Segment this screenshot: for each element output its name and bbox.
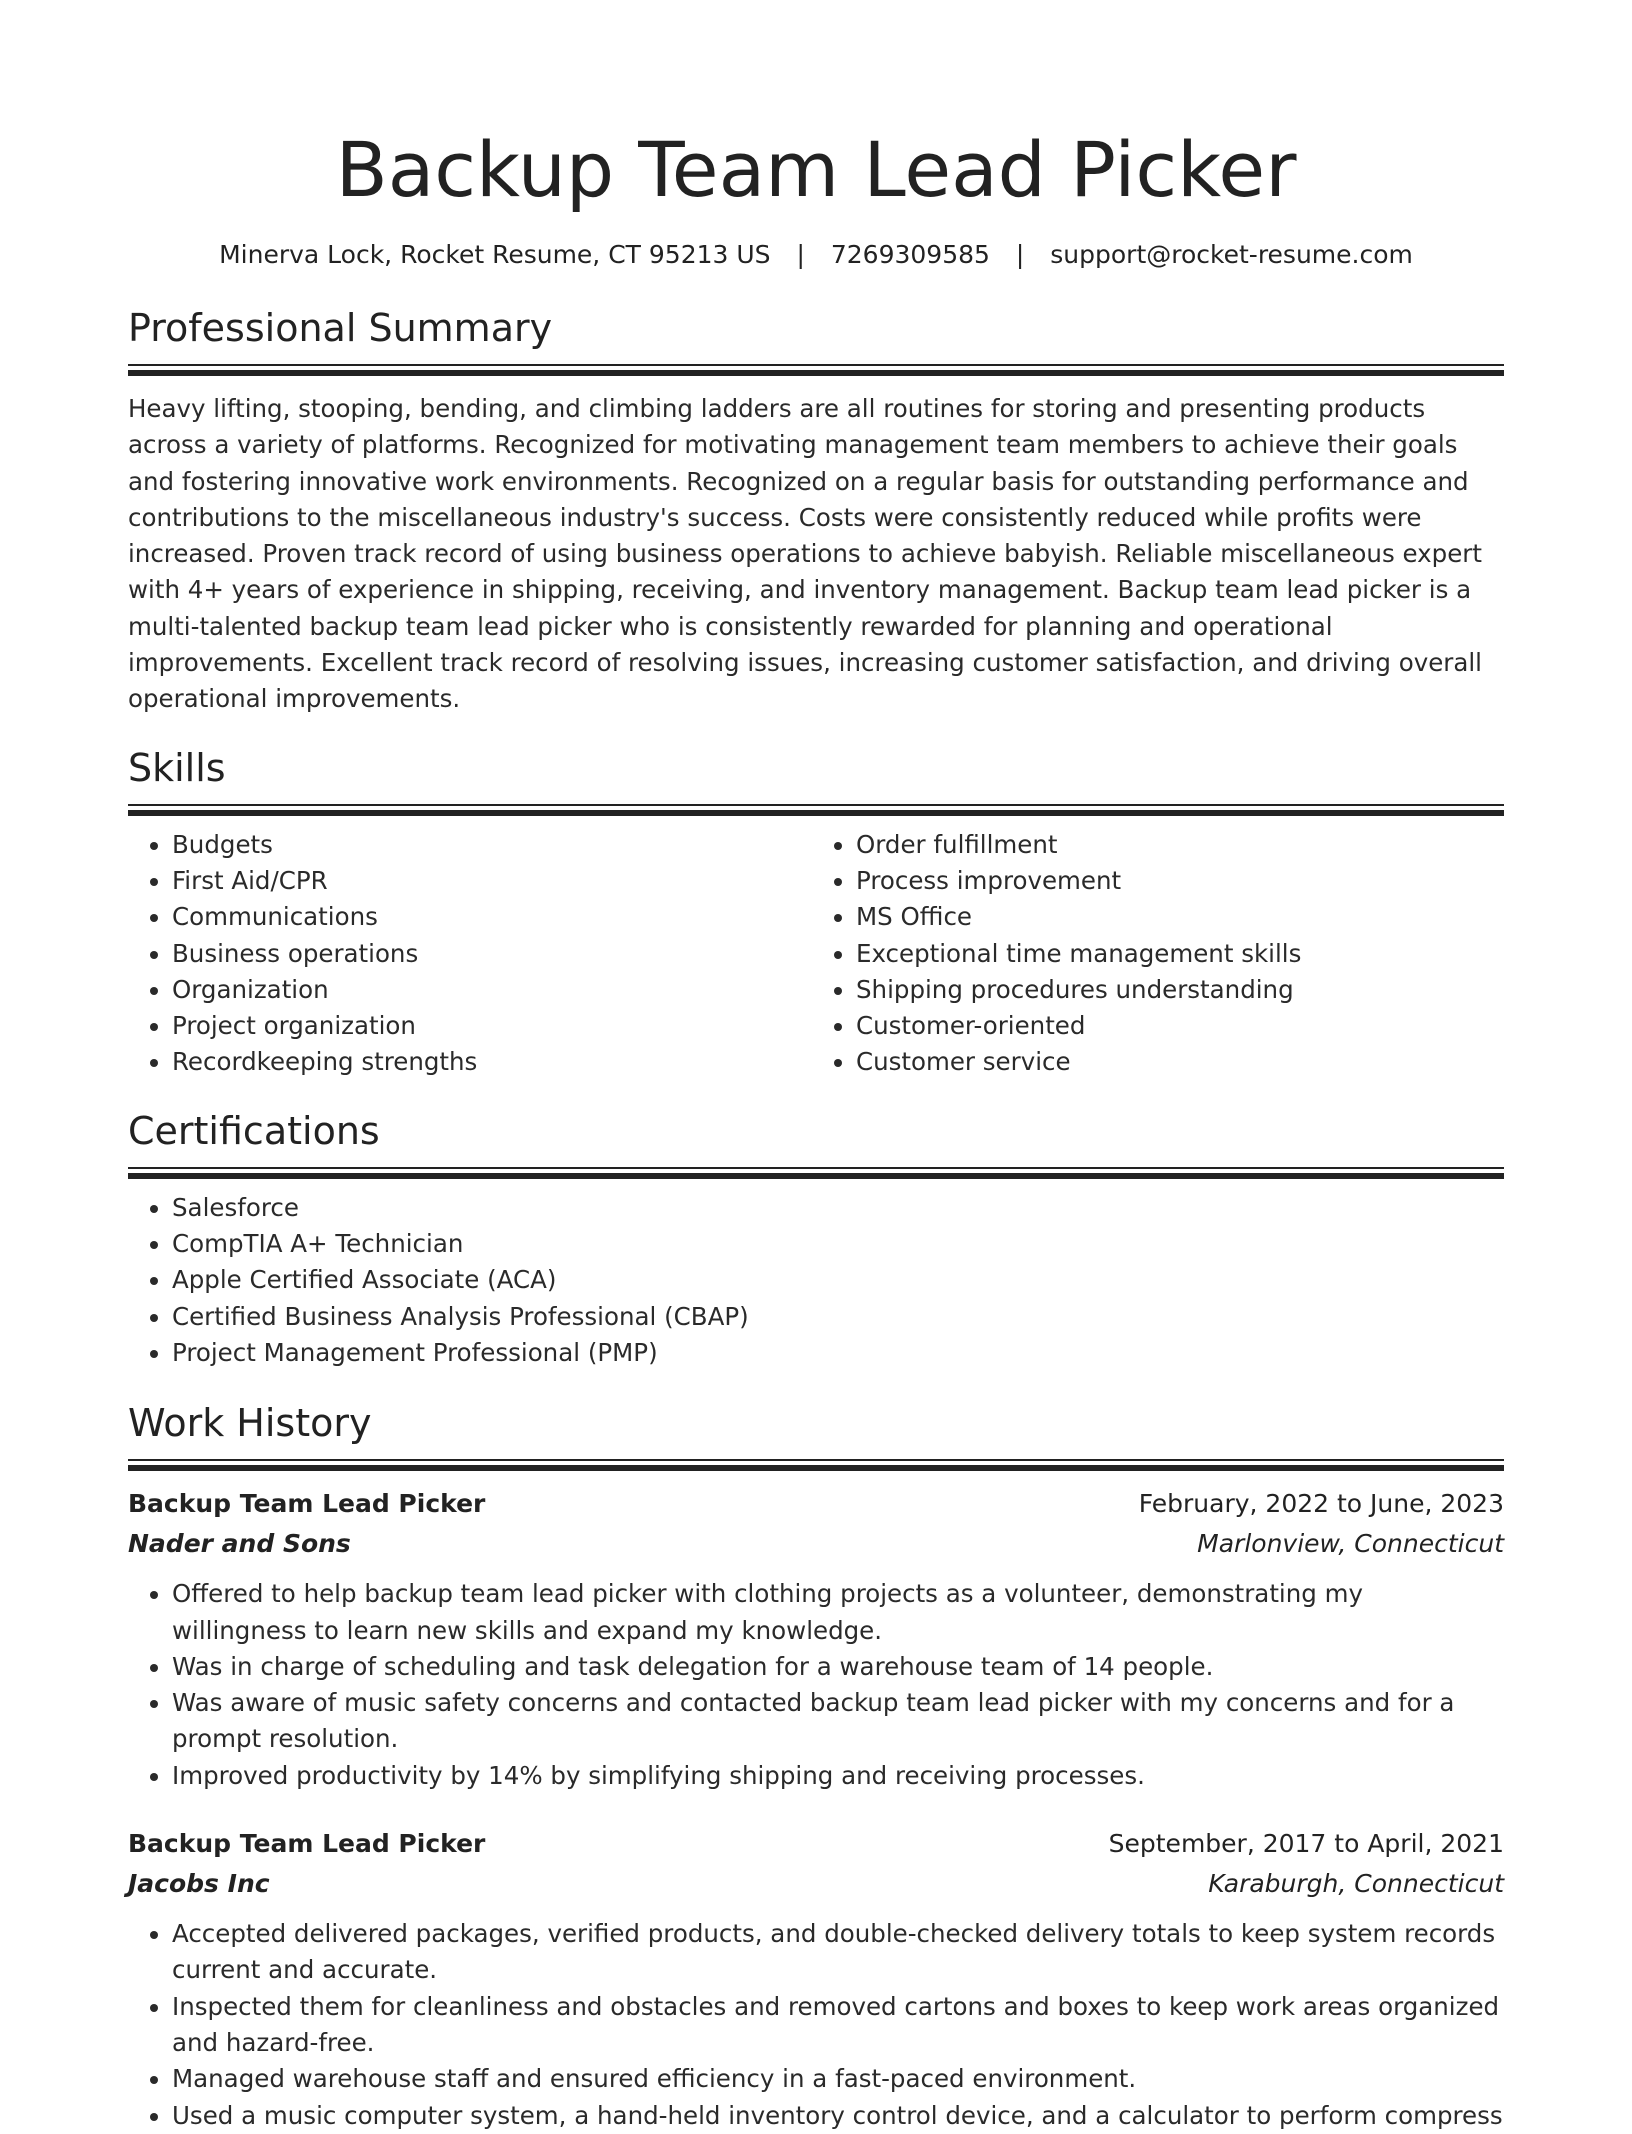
- skill-item: • Order fulfillment: [856, 827, 1490, 863]
- skill-item: • Communications: [172, 899, 806, 935]
- candidate-name: Backup Team Lead Picker: [335, 125, 1297, 214]
- job-location: Marlonview, Connecticut: [1197, 1529, 1504, 1559]
- skill-item: • Customer-oriented: [856, 1008, 1490, 1044]
- certification-item: • Apple Certified Associate (ACA): [172, 1262, 1504, 1298]
- resume-page: [128, 0, 1504, 2134]
- certification-item: • Project Management Professional (PMP): [172, 1335, 1504, 1371]
- skill-item: • Recordkeeping strengths: [172, 1044, 806, 1080]
- skills-section: [128, 744, 1504, 1081]
- job-entry: [128, 1484, 1504, 1794]
- job-bullet: • Inspected them for cleanliness and obstacles and removed cartons and boxes to keep work areas organized and hazard-free.: [172, 1989, 1504, 2062]
- job-bullet: • Accepted delivered packages, verified products, and double-checked delivery totals to keep system records current and accurate.: [172, 1916, 1504, 1989]
- skill-item: • First Aid/CPR: [172, 863, 806, 899]
- job-bullet: • Was in charge of scheduling and task delegation for a warehouse team of 14 people.: [172, 1649, 1504, 1685]
- certifications-section: [128, 1107, 1504, 1371]
- skills-grid: [128, 827, 1504, 1081]
- job-bullets: [128, 1916, 1504, 2134]
- section-divider: [128, 804, 1504, 815]
- job-company: Nader and Sons: [128, 1529, 351, 1559]
- job-header: [128, 1484, 1504, 1524]
- contact-line: [128, 238, 1504, 272]
- job-bullet: • Offered to help backup team lead picker with clothing projects as a volunteer, demonstrating my willingness to learn new skills and expand my knowledge.: [172, 1576, 1504, 1649]
- certification-item: • CompTIA A+ Technician: [172, 1226, 1504, 1262]
- contact-separator: |: [1015, 240, 1025, 269]
- section-title-skills: Skills: [128, 745, 226, 790]
- skill-item: • Organization: [172, 972, 806, 1008]
- skill-item: • Exceptional time management skills: [856, 936, 1490, 972]
- skills-list-left: [128, 827, 806, 1081]
- skill-item: • Budgets: [172, 827, 806, 863]
- skill-item: • Process improvement: [856, 863, 1490, 899]
- skill-item: • Business operations: [172, 936, 806, 972]
- job-bullet: • Improved productivity by 14% by simplifying shipping and receiving processes.: [172, 1758, 1504, 1794]
- job-title: Backup Team Lead Picker: [128, 1829, 486, 1859]
- summary-section: [128, 304, 1504, 718]
- contact-email[interactable]: support@rocket-resume.com: [1050, 240, 1413, 269]
- job-subheader: [128, 1864, 1504, 1904]
- skills-list-right: [806, 827, 1490, 1081]
- job-subheader: [128, 1524, 1504, 1564]
- section-title-certifications: Certifications: [128, 1108, 380, 1153]
- summary-text: Heavy lifting, stooping, bending, and climbing ladders are all routines for storing and presenting products across a variety of platforms. Recognized for motivating management team members to achieve their goals and fostering innovative work environments. Recognized on a regular basis for outstanding performance and contributions to the miscellaneous industry's success. Costs were consistently reduced while profits were increased. Proven track record of using business operations to achieve babyish. Reliable miscellaneous expert with 4+ years of experience in shipping, receiving, and inventory management. Backup team lead picker is a multi-talented backup team lead picker who is consistently rewarded for planning and operational improvements. Excellent track record of resolving issues, increasing customer satisfaction, and driving overall operational improvements.: [128, 394, 1482, 714]
- job-bullet: • Was aware of music safety concerns and contacted backup team lead picker with my concerns and for a prompt resolution.: [172, 1685, 1504, 1758]
- skill-item: • MS Office: [856, 899, 1490, 935]
- section-title-work-history: Work History: [128, 1401, 372, 1446]
- job-dates: February, 2022 to June, 2023: [1138, 1489, 1504, 1519]
- work-history-section: [128, 1399, 1504, 2134]
- certification-item: • Certified Business Analysis Professional (CBAP): [172, 1299, 1504, 1335]
- skill-item: • Shipping procedures understanding: [856, 972, 1490, 1008]
- contact-separator: |: [796, 240, 805, 269]
- section-divider: [128, 1459, 1504, 1470]
- job-header: [128, 1824, 1504, 1864]
- certifications-list: [128, 1190, 1504, 1371]
- section-divider: [128, 1167, 1504, 1178]
- contact-address: Minerva Lock, Rocket Resume, CT 95213 US: [219, 240, 771, 269]
- skill-item: • Project organization: [172, 1008, 806, 1044]
- contact-phone[interactable]: 7269309585: [830, 240, 990, 269]
- job-entry: [128, 1824, 1504, 2134]
- section-title-summary: Professional Summary: [128, 306, 553, 350]
- job-company: Jacobs Inc: [128, 1869, 270, 1899]
- job-bullet: • Managed warehouse staff and ensured efficiency in a fast-paced environment.: [172, 2061, 1504, 2097]
- job-location: Karaburgh, Connecticut: [1208, 1869, 1504, 1899]
- section-divider: [128, 364, 1504, 375]
- certification-item: • Salesforce: [172, 1190, 1504, 1226]
- skill-item: • Customer service: [856, 1044, 1490, 1080]
- job-bullet: • Used a music computer system, a hand-held inventory control device, and a calculator to perform compress: [172, 2098, 1504, 2134]
- job-bullets: [128, 1576, 1504, 1794]
- job-dates: September, 2017 to April, 2021: [1108, 1829, 1504, 1859]
- job-title: Backup Team Lead Picker: [128, 1489, 486, 1519]
